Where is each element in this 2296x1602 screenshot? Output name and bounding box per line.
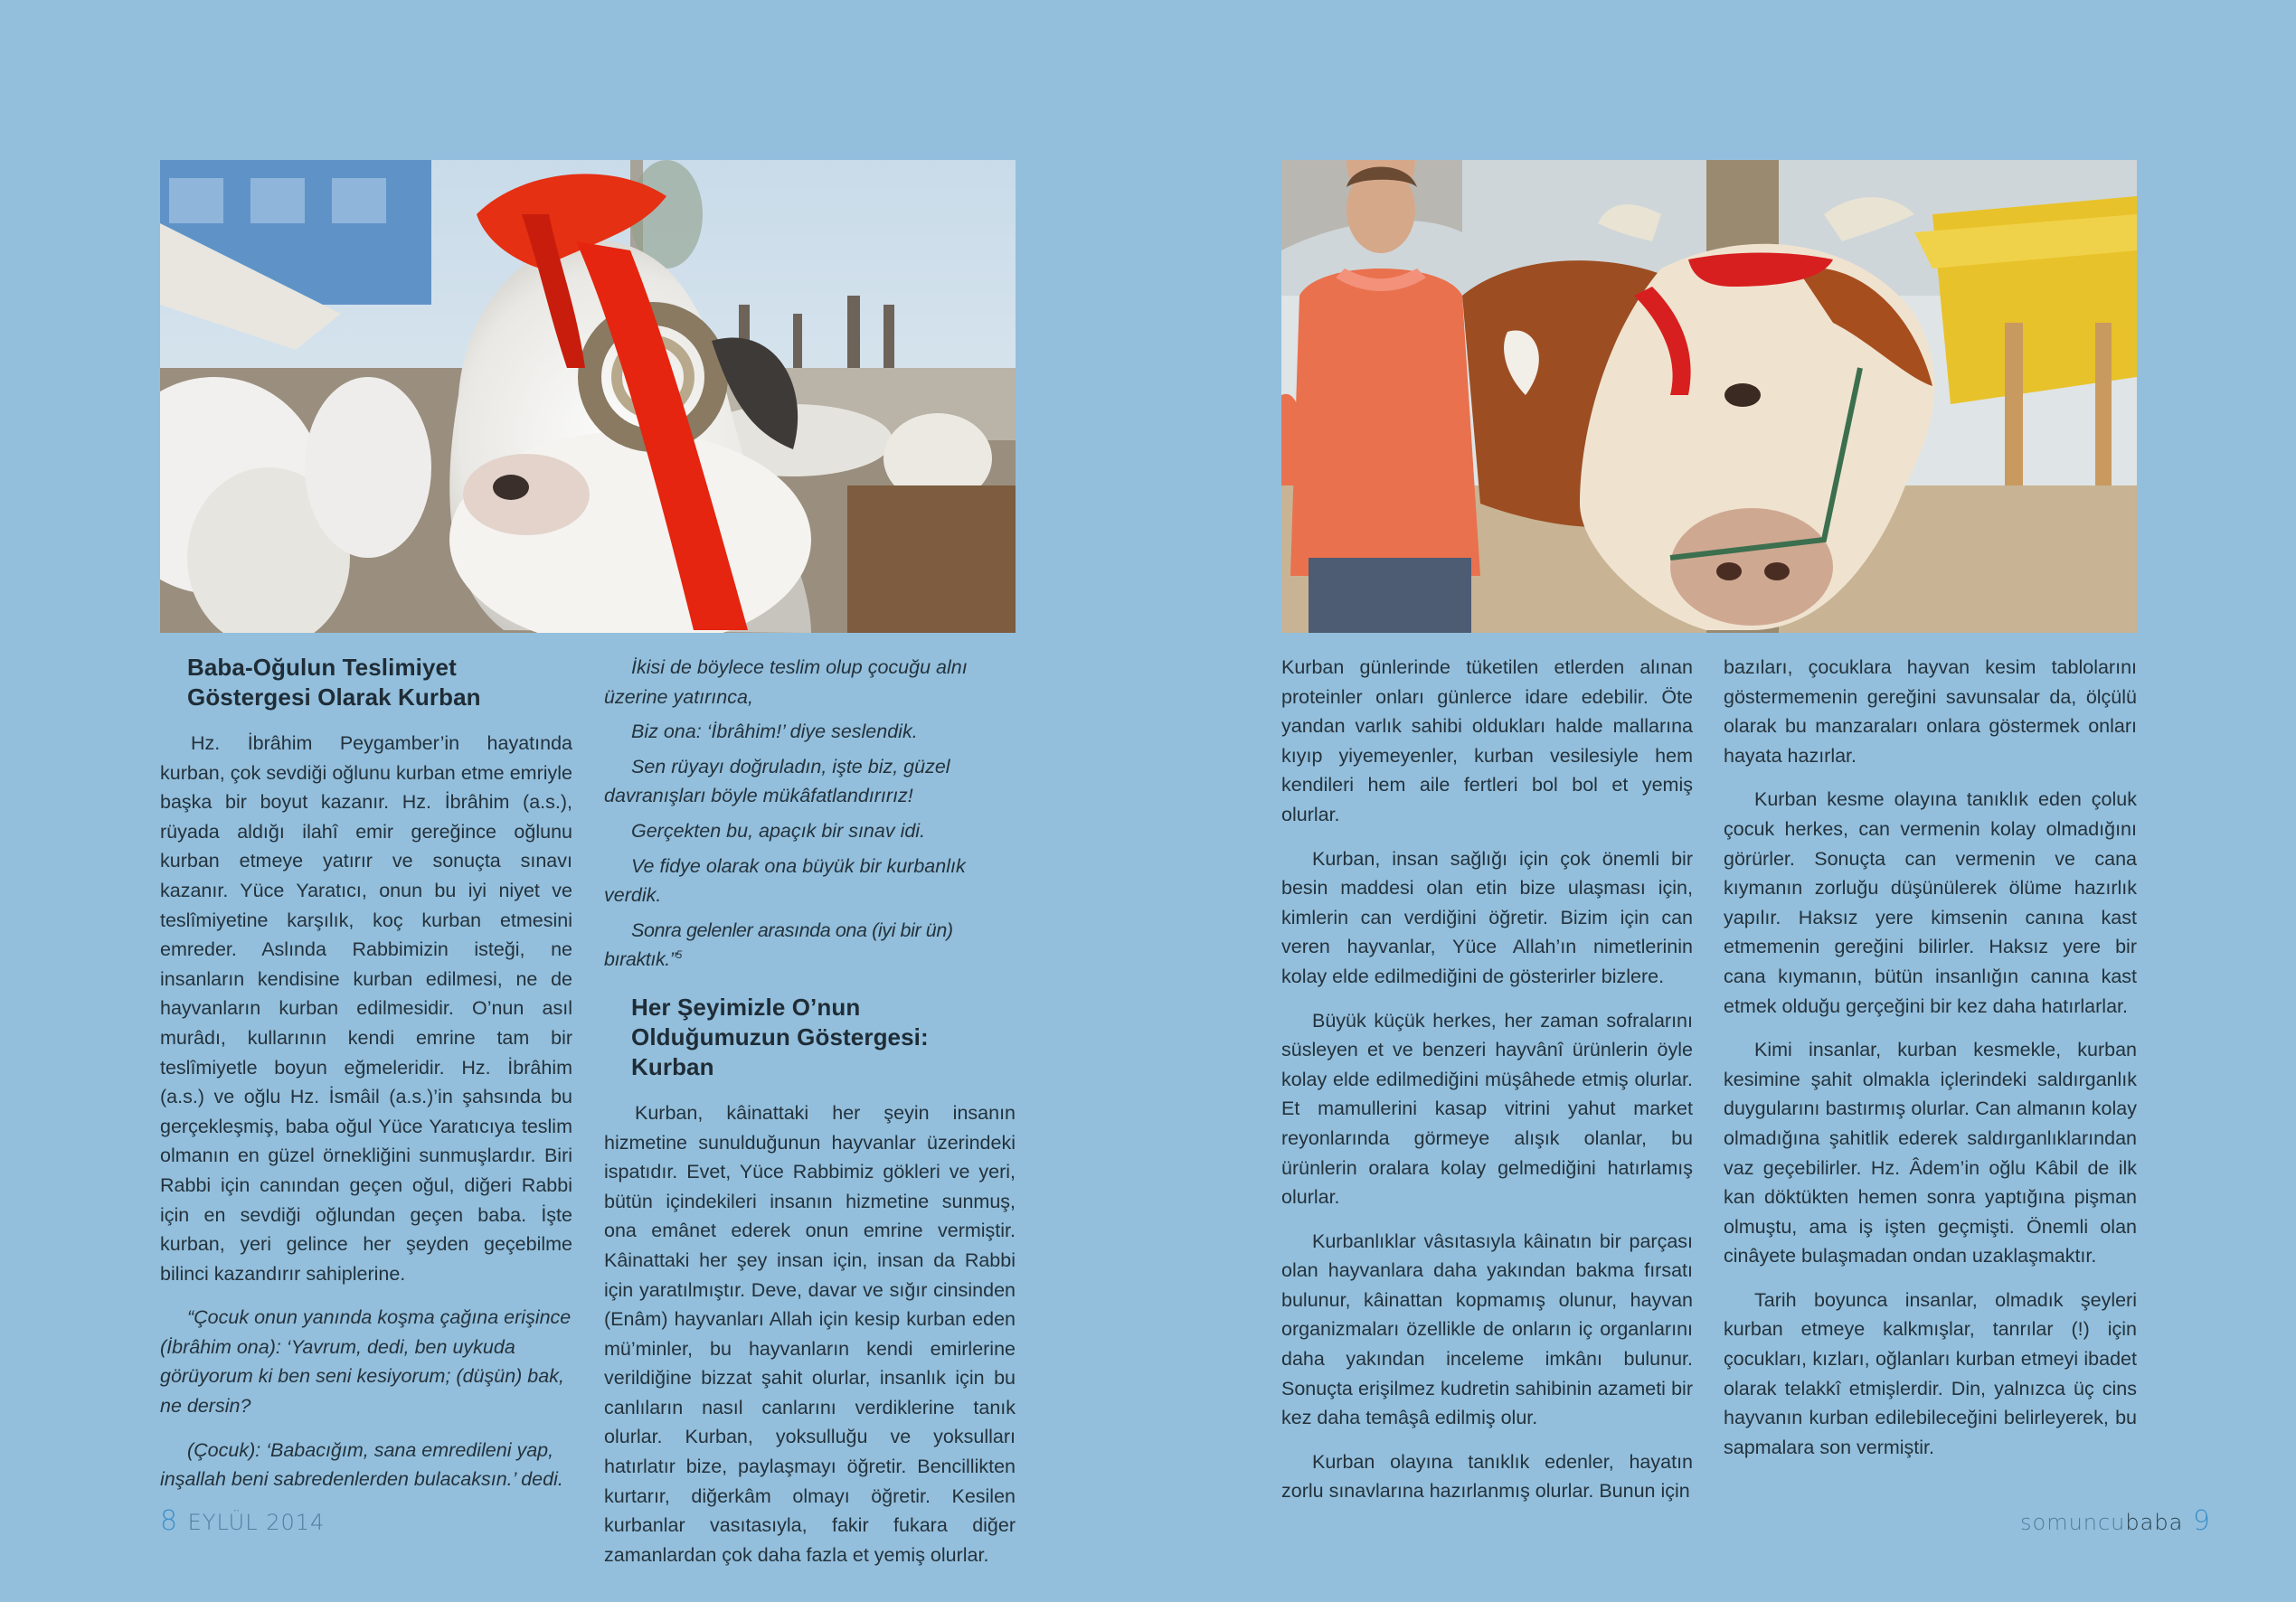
right-folio [2020,1505,2211,1537]
brand-name-light: somuncu [2020,1510,2126,1535]
right-column-2 [1724,653,2137,1462]
body-paragraph: Kimi insanlar, kurban kesmekle, kurban kesimine şahit olmakla içlerindeki saldırganlık duygularını bastırmış olurlar. Can almanın kolay olmadığına şahitlik ederek saldırganlıklarından vaz geçebilirler. Hz. Âdem’in oğlu Kâbil de ilk kan döktükten hemen sonra yaptığına pişman olmuştu, ama iş işten geçmişti. Önemli olan cinâyete bulaşmadan ondan uzaklaşmaktır. [1724,1039,2137,1267]
quote-paragraph: Sen rüyayı doğruladın, işte biz, güzel davranışları böyle mükâfatlandırırız! [604,755,950,807]
body-paragraph: Kurban olayına tanıklık edenler, hayatın zorlu sınavlarına hazırlanmış olurlar. Bunun için [1281,1450,1693,1503]
quote-paragraph: Biz ona: ‘İbrâhim!’ diye seslendik. [631,721,918,743]
brand-name-bold: baba [2125,1510,2184,1535]
quote-paragraph: “Çocuk onun yanında koşma çağına erişince (İbrâhim ona): ‘Yavrum, dedi, ben uykuda görüyorum ki ben seni kesiyorum; (düşün) bak, ne dersin? [160,1306,572,1418]
body-paragraph: Hz. İbrâhim Peygamber’in hayatında kurban, çok sevdiği oğlunu kurban etme emriyle başka bir boyut kazanır. Hz. İbrâhim (a.s.), rüyada aldığı ilahî emir gereğince oğlunu kurban etmeye yatırır ve sonuçta sınavı kazanır. Yüce Yaratıcı, onun bu iyi niyet ve teslîmiyetine karşılık, koç kurban etmesini emreder. Aslında Rabbimizin isteği, ne insanların kendisine kurban edilmesi, ne de hayvanların kurban edilmesidir. O’nun asıl murâdı, kullarının kendi emrine tam bir teslîmiyetle boyun eğmeleridir. Hz. İbrâhim (a.s.) ve oğlu Hz. İsmâil (a.s.)’in şahsında bu gerçekleşmiş, baba oğul Yüce Yaratıcıya teslim olmanın en güzel örnekliğini sunmuşlardır. Biri Rabbi için canından geçen oğul, diğeri Rabbi için en sevdiği oğlundan geçen baba. İşte kurban, yeri gelince her şeyden geçebilme bilinci kazandırır sahiplerine. [160,732,572,1285]
page-number: 9 [2192,1505,2211,1537]
section-heading: Her Şeyimizle O’nun Olduğumuzun Göstergesi: Kurban [631,993,929,1080]
ram-photo [160,160,1016,633]
bull-photo-icon [1281,160,2137,633]
right-column-1 [1281,653,1693,1506]
quote-paragraph: (Çocuk): ‘Babacığım, sana emredileni yap, inşallah beni sabredenlerden bulacaksın.’ dedi. [160,1438,563,1491]
quote-paragraph: Ve fidye olarak ona büyük bir kurbanlık verdik. [604,854,966,907]
body-paragraph: Büyük küçük herkes, her zaman sofralarını süsleyen et ve benzeri hayvânî ürünlerin öyle kolay elde edilmediğini müşâhede etmiş olurlar. Et mamullerini kasap vitrini yahut market reyonlarında görmeye alışık olanlar, bu ürünlerin oralara kolay gelmediğini hatırlamış olurlar. [1281,1009,1693,1209]
body-paragraph: Kurban, insan sağlığı için çok önemli bir besin maddesi olan etin bize ulaşması için, kimlerin can verdiğini öğretir. Bizim için can veren hayvanlar, Yüce Allah’ın nimetlerinin kolay elde edilmediğini de gösterirler bizlere. [1281,847,1693,987]
body-paragraph: Kurban günlerinde tüketilen etlerden alınan proteinler onları günlerce idare edebilir. Öte yandan varlık sahibi oldukları halde mallarına kıyıp yiyemeyenler, kurban vesilesiyle hem kendileri hem aile fertleri bol bol et yemiş olurlar. [1281,656,1693,825]
body-paragraph: Kurbanlıklar vâsıtasıyla kâinatın bir parçası olan hayvanlara daha yakından bakma fırsatı bulunur, kâinattan kopmamış olunur, hayvan organizmaları özellikle de onların iç organlarını daha yakından inceleme imkânı bulunur. Sonuçta erişilmez kudretin sahibinin azameti bir kez daha temâşâ edilmiş olur. [1281,1230,1693,1429]
quote-paragraph: Gerçekten bu, apaçık bir sınav idi. [631,819,926,842]
page-number: 8 [160,1505,179,1537]
issue-date: EYLÜL 2014 [187,1510,326,1535]
sheep-photo-icon [160,160,1016,633]
body-paragraph: Tarih boyunca insanlar, olmadık şeyleri kurban etmeye kalkmışlar, tanrılar (!) için çocukları, kızları, oğlanları kurban etmeyi ibadet olarak telakkî etmişlerdir. Din, yalnızca üç cins hayvanın kurban edilebileceğini belirleyerek, bu sapmalara son vermiştir. [1724,1288,2137,1458]
body-paragraph: Kurban kesme olayına tanıklık eden çoluk çocuk herkes, can vermenin kolay olmadığını görürler. Sonuçta can vermenin ve cana kıymanın zorluğu düşünülerek ölüme hazırlık yapılır. Haksız yere kimsenin canına kast etmemenin gereğini bilirler. Haksız yere bir cana kıymanın, bütün insanlığın canına kast etmek olduğu gerçeğini bir kez daha hatırlarlar. [1724,788,2137,1017]
quote-paragraph: İkisi de böylece teslim olup çocuğu alnı üzerine yatırınca, [604,656,968,708]
body-paragraph: bazıları, çocuklara hayvan kesim tablolarını göstermemenin gereğini savunsalar da, ölçülü olarak bu manzaraları onlara göstermek onları hayata hazırlar. [1724,656,2137,767]
left-column-1 [160,653,572,1494]
body-paragraph: Kurban, kâinattaki her şeyin insanın hizmetine sunulduğunun hayvanlar üzerindeki ispatıdır. Evet, Yüce Rabbimiz gökleri ve yeri, bütün içindekileri insanın hizmetine sunmuş, ona emânet ederek onun emrine vermiştir. Kâinattaki her şey insan için, insan da Rabbi için yaratılmıştır. Deve, davar ve sığır cinsinden (Enâm) hayvanları Allah için kesip kurban eden mü’minler, bu hayvanların kendi emirlerine verildiğine bizzat şahit olurlar, insanlık için bu canlıların nasıl canlarını verdiklerine tanık olurlar. Kurban, yoksulluğu ve yoksulları hatırlatır bize, paylaşmayı öğretir. Bencillikten kurtarır, diğerkâm olmayı öğretir. Kesilen kurbanlar vasıtasıyla, fakir fukara diğer zamanlardan çok daha fazla et yemiş olurlar. [604,1101,1016,1566]
left-folio [160,1505,325,1537]
quote-paragraph [604,916,1016,975]
section-heading: Baba-Oğulun Teslimiyet Göstergesi Olarak Kurban [187,654,481,711]
left-column-2 [604,653,1016,1569]
quote-text: Sonra gelenler arasında ona (iyi bir ün) bıraktık.” [604,919,953,971]
footnote-marker: 5 [676,948,682,962]
bull-photo [1281,160,2137,633]
